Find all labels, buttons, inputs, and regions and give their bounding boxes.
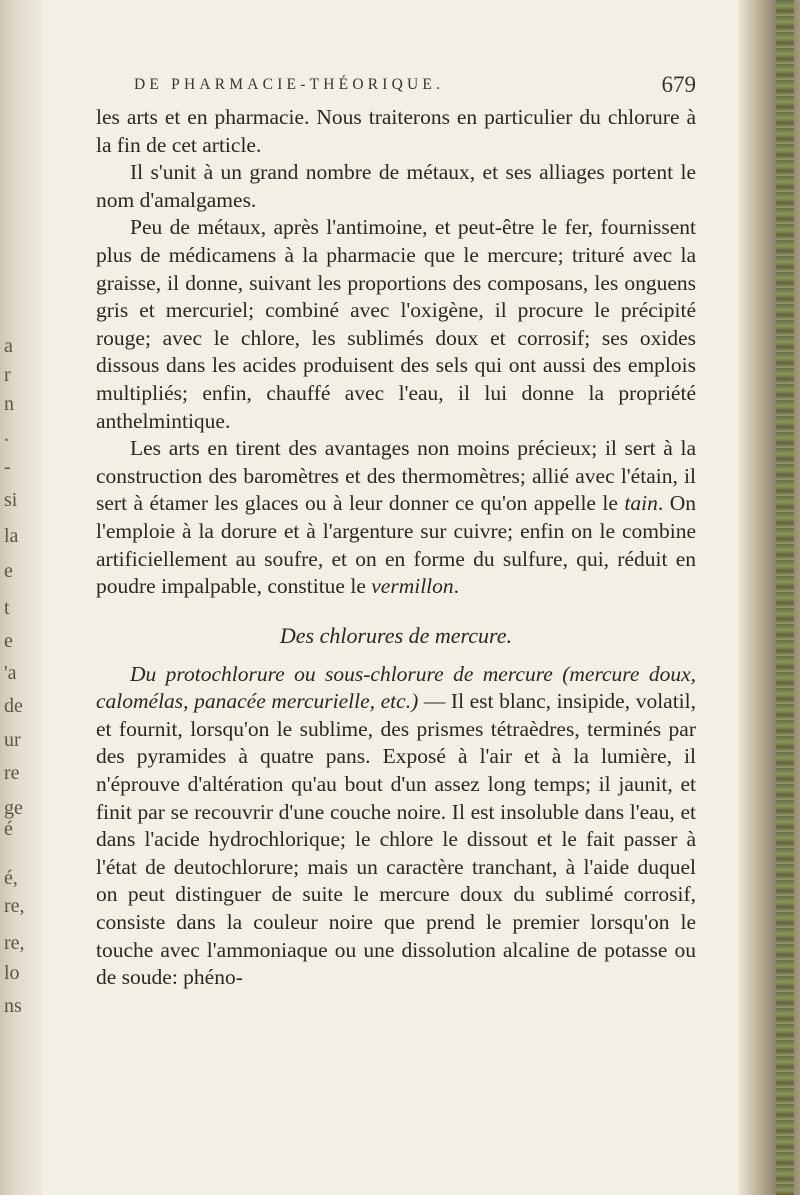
term-tain: tain bbox=[624, 491, 658, 516]
paragraph-arts-text-2: . On l'emploie à la dorure et à l'argenture sur cuivre; enfin on le combine artificiellement au soufre, et on en forme du sulfure, qui, réduit en poudre impalpable, constitue le bbox=[96, 491, 696, 599]
bleed-char: re bbox=[4, 762, 20, 784]
bleed-char: - bbox=[4, 456, 11, 478]
running-head bbox=[96, 72, 696, 100]
bleed-char: n bbox=[4, 393, 14, 415]
bleed-char: re, bbox=[4, 895, 25, 917]
bleed-char: e bbox=[4, 630, 13, 652]
paragraph-arts bbox=[96, 435, 696, 601]
bleed-char: é, bbox=[4, 867, 18, 889]
bleed-char: r bbox=[4, 364, 11, 386]
book-page bbox=[96, 72, 696, 992]
bleed-char: si bbox=[4, 489, 18, 511]
bleed-char: re, bbox=[4, 932, 25, 954]
paragraph-medicamens: Peu de métaux, après l'antimoine, et peut-être le fer, fournissent plus de médicamens à la pharmacie que le mercure; trituré avec la graisse, il donne, suivant les proportions des composans, les onguens gris et mercuriel; combiné avec l'oxigène, il procure le précipité rouge; avec le chlore, les sublimés doux et corrosif; ses oxides dissous dans les acides produisent des sels qui ont aussi des emplois multipliés; enfin, chauffé avec l'eau, il lui donne la propriété anthelmintique. bbox=[96, 215, 696, 433]
bleed-char: de bbox=[4, 695, 23, 717]
term-vermillon: vermillon bbox=[371, 574, 454, 599]
facing-page-bleed bbox=[4, 0, 40, 1195]
bleed-char: é bbox=[4, 818, 13, 840]
book-edge bbox=[738, 0, 800, 1195]
paragraph-arts-text: Les arts en tirent des avantages non moins précieux; il sert à la construction des baromètres et des thermomètres; allié avec l'étain, il sert à étamer les glaces ou à leur donner ce qu'on appelle le bbox=[96, 436, 696, 516]
bleed-char: 'a bbox=[4, 662, 17, 684]
protochlorure-heading: Du protochlorure ou sous-chlorure de mercure (mercure doux, calomélas, panacée mercurielle, etc.) bbox=[96, 661, 696, 714]
running-title: DE PHARMACIE-THÉORIQUE. bbox=[134, 76, 445, 93]
bleed-char: ns bbox=[4, 995, 22, 1017]
bleed-char: e bbox=[4, 560, 13, 582]
bleed-char: . bbox=[4, 424, 9, 446]
paragraph-amalgames: Il s'unit à un grand nombre de métaux, et ses alliages portent le nom d'amalgames. bbox=[96, 160, 696, 212]
paragraph-protochlorure bbox=[96, 661, 696, 992]
paragraph-arts-text-3: . bbox=[453, 574, 460, 599]
bleed-char: a bbox=[4, 335, 13, 357]
protochlorure-text: — Il est blanc, insipide, volatil, et fournit, lorsqu'on le sublime, des prismes tétraèdres, terminés par des pyramides à quatre pans. Exposé à l'air et à la lumière, il n'éprouve d'altération qu'au bout d'un assez long temps; il jaunit, et finit par se recouvrir d'une couche noire. Il est insoluble dans l'eau, et dans l'acide hydrochlorique; le chlore le dissout et le fait passer à l'état de deutochlorure; mais un caractère tranchant, à l'aide duquel on peut distinguer de suite le mercure doux du sublimé corrosif, consiste dans la couleur noire que prend le premier lorsqu'on le touche avec l'ammoniaque ou une dissolution alcaline de potasse ou de soude: phéno- bbox=[96, 689, 697, 990]
page-number: 679 bbox=[661, 72, 696, 97]
bleed-char: ur bbox=[4, 729, 21, 751]
paragraph-continuation: les arts et en pharmacie. Nous traiterons en particulier du chlorure à la fin de cet article. bbox=[96, 105, 696, 157]
bleed-char: t bbox=[4, 597, 10, 619]
bleed-char: ge bbox=[4, 797, 23, 819]
section-title: Des chlorures de mercure. bbox=[279, 622, 513, 648]
bleed-char: la bbox=[4, 525, 19, 547]
bleed-char: lo bbox=[4, 962, 20, 984]
